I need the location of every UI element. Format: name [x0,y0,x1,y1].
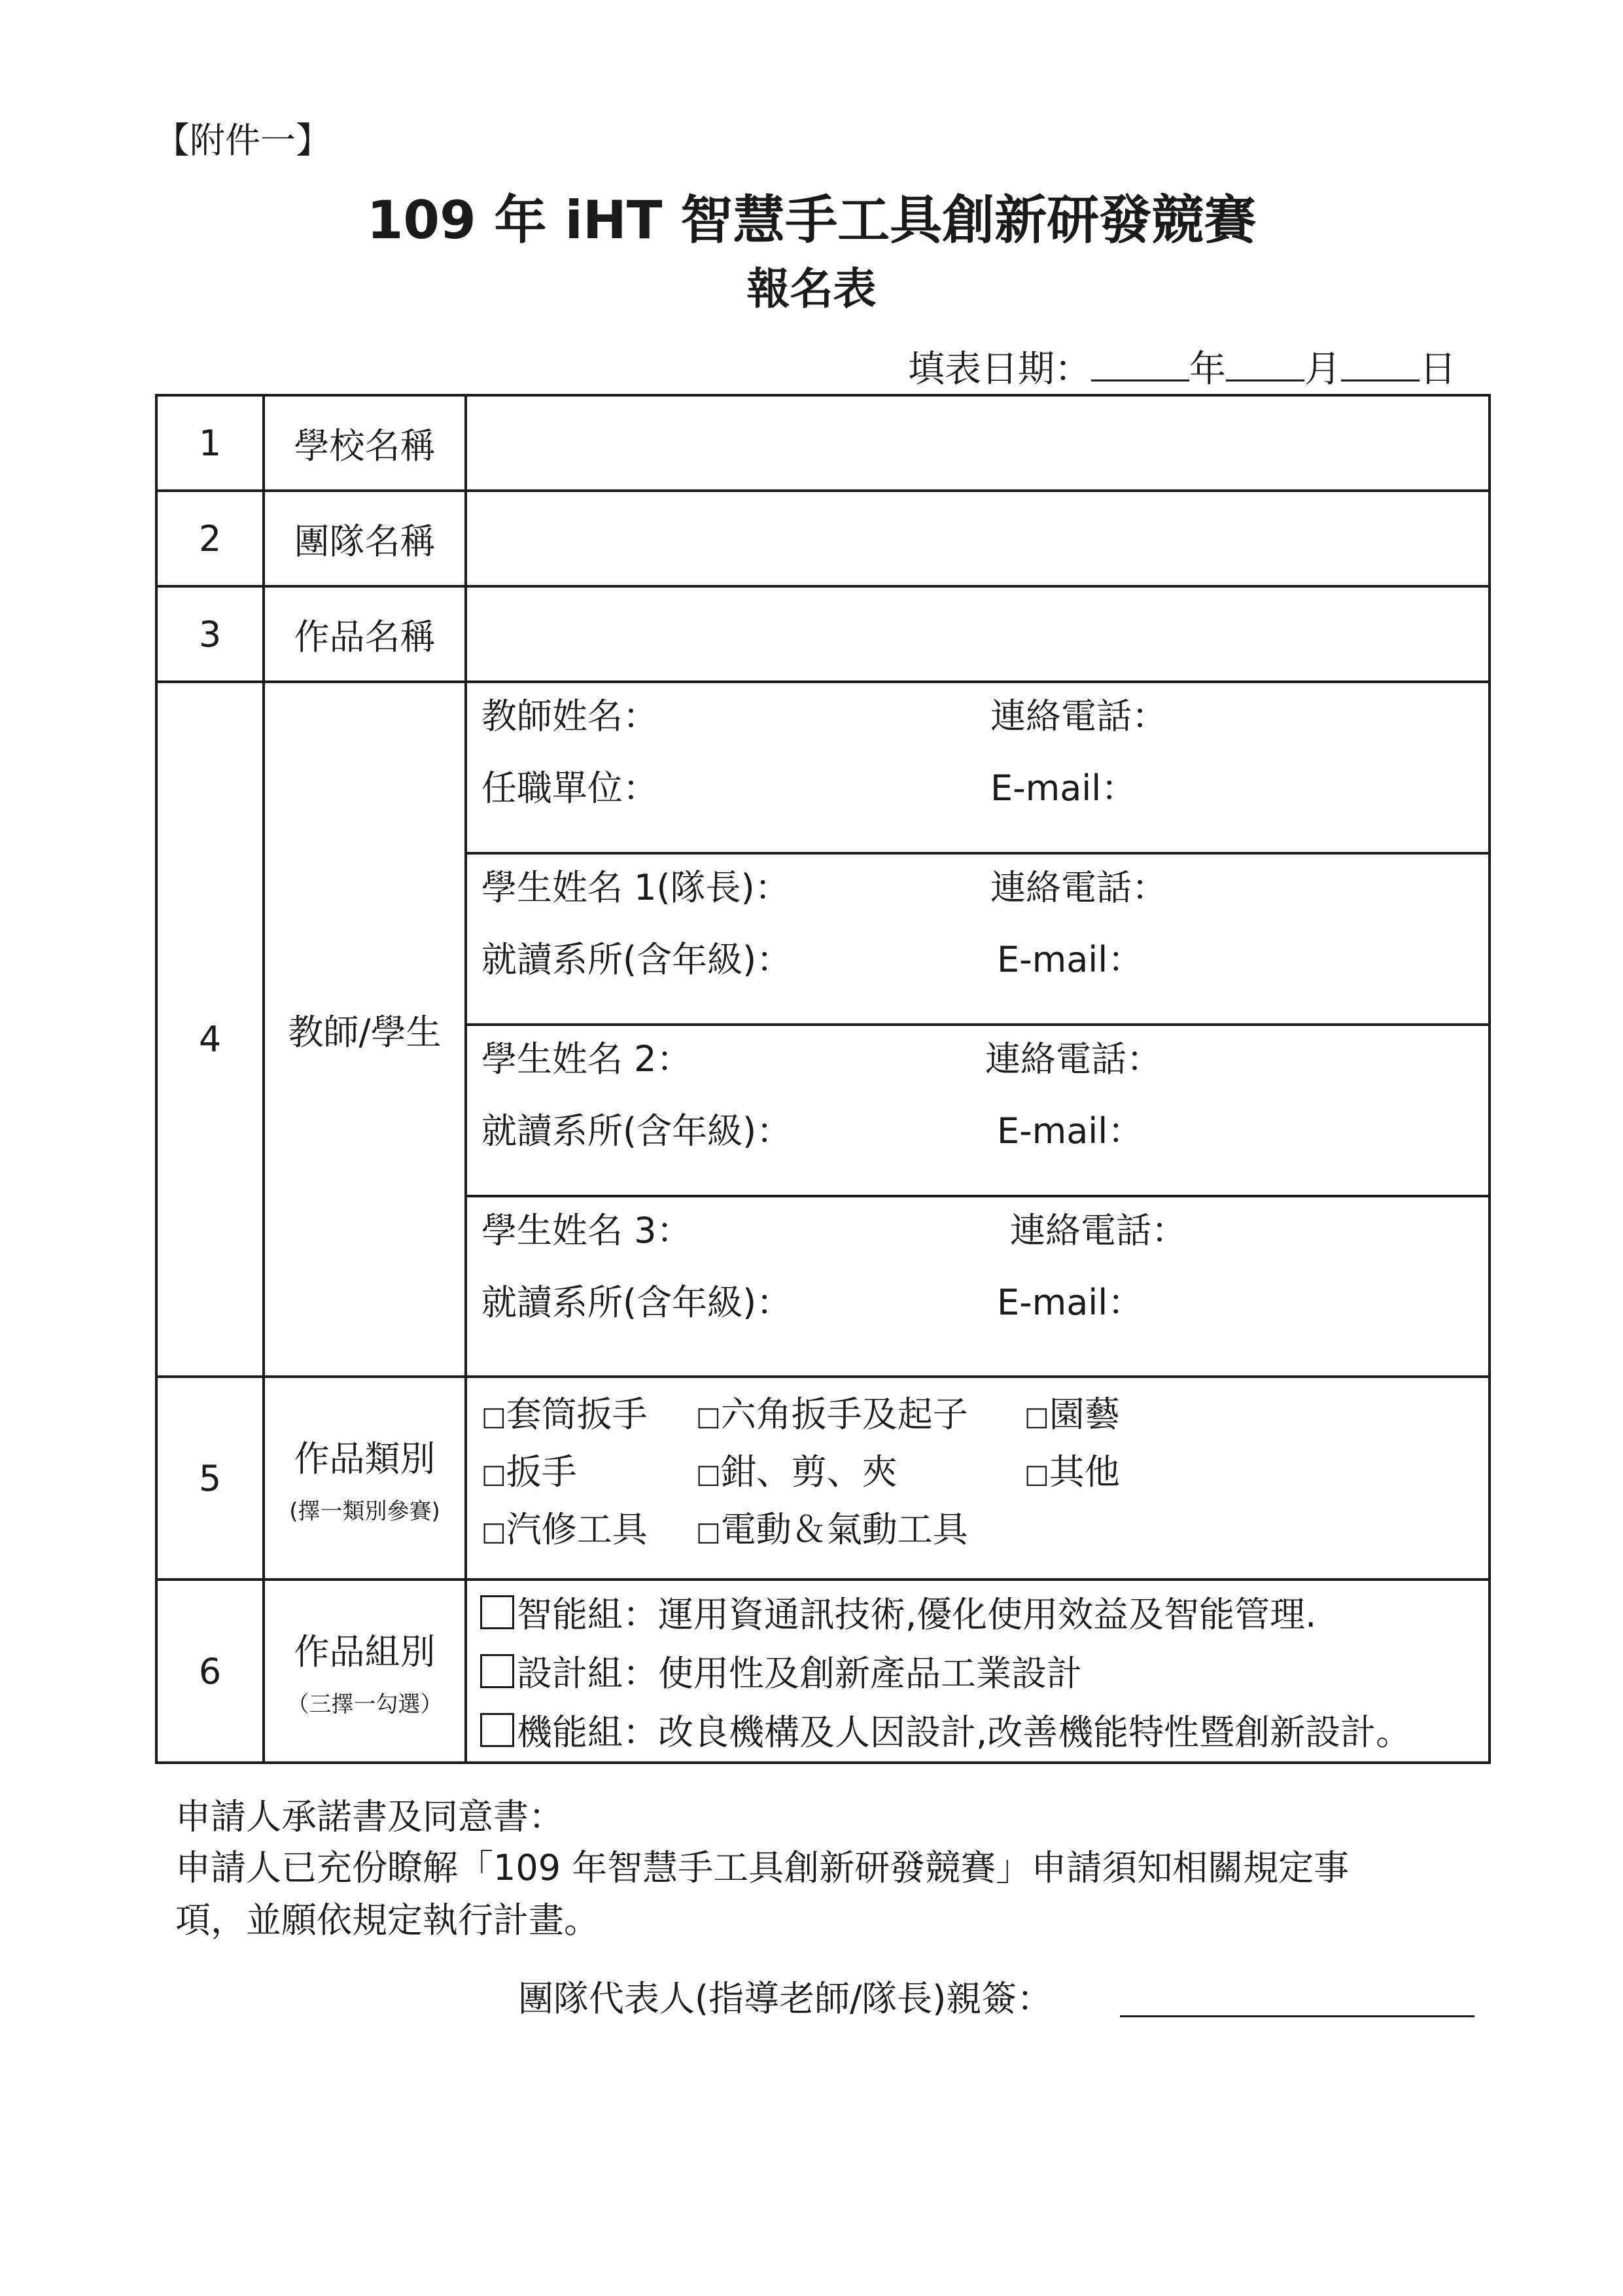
option-smart-group[interactable]: 智能組：運用資通訊技術,優化使用效益及智能管理. [480,1587,1316,1637]
student2-phone-label[interactable]: 連絡電話： [985,1038,1162,1080]
student3-phone-label[interactable]: 連絡電話： [1010,1210,1187,1251]
work-name-field[interactable] [466,586,1490,682]
option-gardening[interactable]: □園藝 [1024,1394,1120,1435]
checkbox-icon [480,1713,514,1747]
row-number: 1 [156,395,264,491]
row-number: 4 [156,682,264,1377]
year-blank[interactable] [1091,344,1189,381]
registration-table [155,394,1491,1764]
group-label-cell [264,1580,466,1763]
option-pliers-cutters[interactable]: □鉗、剪、夾 [696,1451,898,1492]
month-blank[interactable] [1226,344,1304,381]
option-socket-wrench[interactable]: □套筒扳手 [481,1394,648,1435]
work-name-label: 作品名稱 [264,586,466,682]
row-number: 3 [156,586,264,682]
option-function-group[interactable]: 機能組：改良機構及人因設計,改善機能特性暨創新設計。 [480,1704,1411,1755]
row-number: 2 [156,491,264,586]
option-hex-key-screwdriver[interactable]: □六角扳手及起子 [696,1394,968,1435]
checkbox-icon [480,1654,514,1688]
checkbox-icon: □ [481,1517,506,1547]
checkbox-icon: □ [1024,1402,1049,1432]
checkbox-icon: □ [696,1459,721,1489]
checkbox-icon: □ [481,1402,506,1432]
team-name-label: 團隊名稱 [264,491,466,586]
student1-email-label[interactable]: E-mail： [997,939,1143,980]
category-options [466,1377,1490,1580]
row-number: 5 [156,1377,264,1580]
option-other[interactable]: □其他 [1024,1451,1120,1492]
members-label: 教師/學生 [264,682,466,1377]
members-field [466,682,1490,1377]
checkbox-icon: □ [696,1517,721,1547]
checkbox-icon: □ [1024,1459,1049,1489]
checkbox-icon: □ [696,1402,721,1432]
group-note: （三擇一勾選） [287,1691,443,1718]
page-title: 109 年 iHT 智慧手工具創新研發競賽 [366,190,1257,251]
student1-dept-label[interactable]: 就讀系所(含年級)： [481,939,792,980]
option-design-group[interactable]: 設計組：使用性及創新產品工業設計 [480,1646,1082,1696]
category-label-cell [264,1377,466,1580]
day-blank[interactable] [1341,344,1420,381]
group-label: 作品組別 [294,1631,436,1672]
group-options [466,1580,1490,1763]
pledge-line-1: 申請人已充份瞭解「109 年智慧手工具創新研發競賽」申請須知相關規定事 [175,1847,1350,1888]
fill-date [908,340,1456,393]
student1-block [467,852,1488,1023]
teacher-unit-label[interactable]: 任職單位： [481,768,658,809]
option-auto-repair[interactable]: □汽修工具 [481,1509,648,1550]
page-subtitle: 報名表 [746,264,877,314]
checkbox-icon: □ [481,1459,506,1489]
student2-name-label[interactable]: 學生姓名 2： [481,1038,692,1080]
teacher-email-label[interactable]: E-mail： [990,768,1137,809]
student2-email-label[interactable]: E-mail： [997,1110,1143,1152]
row-group [156,1580,1490,1763]
school-name-label: 學校名稱 [264,395,466,491]
day-label: 日 [1420,348,1456,391]
school-name-field[interactable] [466,395,1490,491]
row-school [156,395,1490,491]
pledge-line-2: 項，並願依規定執行計畫。 [175,1899,599,1941]
month-label: 月 [1304,348,1341,391]
student2-block [467,1023,1488,1195]
student1-name-label[interactable]: 學生姓名 1(隊長)： [481,867,790,908]
student3-email-label[interactable]: E-mail： [997,1282,1143,1323]
row-team [156,491,1490,586]
row-members [156,682,1490,1377]
team-name-field[interactable] [466,491,1490,586]
student3-block [467,1195,1488,1366]
checkbox-icon [480,1595,514,1629]
teacher-block [467,683,1488,852]
student1-phone-label[interactable]: 連絡電話： [990,867,1167,908]
option-wrench[interactable]: □扳手 [481,1451,577,1492]
category-note: (擇一類別參賽) [289,1498,440,1525]
attachment-label: 【附件一】 [154,120,331,161]
date-label: 填表日期： [908,348,1091,391]
teacher-name-label[interactable]: 教師姓名： [481,696,658,737]
student2-dept-label[interactable]: 就讀系所(含年級)： [481,1110,792,1152]
teacher-phone-label[interactable]: 連絡電話： [990,696,1167,737]
pledge-heading: 申請人承諾書及同意書： [175,1796,564,1837]
student3-dept-label[interactable]: 就讀系所(含年級)： [481,1282,792,1323]
option-power-pneumatic[interactable]: □電動＆氣動工具 [696,1509,968,1550]
signature-label: 團隊代表人(指導老師/隊長)親簽： [518,1978,1053,2019]
year-label: 年 [1189,348,1226,391]
row-category [156,1377,1490,1580]
row-work [156,586,1490,682]
row-number: 6 [156,1580,264,1763]
category-label: 作品類別 [294,1438,436,1479]
student3-name-label[interactable]: 學生姓名 3： [481,1210,692,1251]
signature-line[interactable] [1120,2013,1475,2017]
